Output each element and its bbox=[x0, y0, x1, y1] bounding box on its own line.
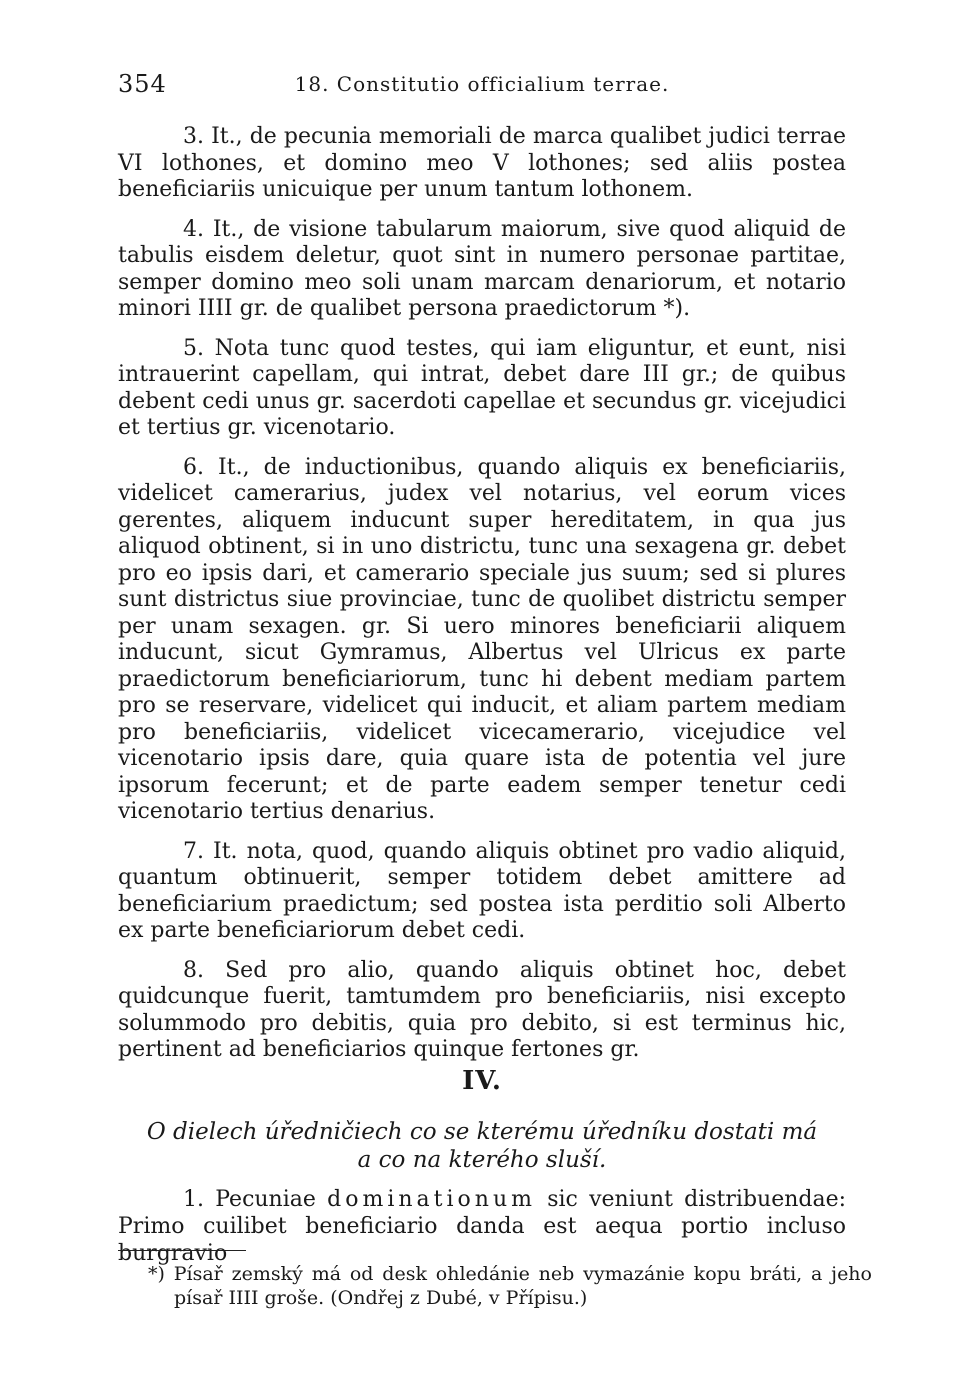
running-head: 18. Constitutio officialium terrae. bbox=[294, 72, 670, 96]
footnote-divider bbox=[118, 1250, 246, 1251]
page-header bbox=[118, 70, 846, 104]
section-paragraph-1 bbox=[118, 1186, 846, 1267]
section-title-line-1: O dielech úředničiech co se kterému úředníku dostati má bbox=[146, 1119, 818, 1145]
footnote: *) Písař zemský má od desk ohledánie neb vymazánie kopu bráti, a jeho písař IIII groše. (Ondřej z Dubé, v Přípisu.) bbox=[148, 1263, 872, 1309]
paragraph-5: 5. Nota tunc quod testes, qui iam eliguntur, et eunt, nisi intrauerint capellam, qui intrat, debet dare III gr.; de quibus debent cedi unus gr. sacerdoti capellae et secundus gr. vicejudici et tertius gr. vicenotario. bbox=[118, 335, 846, 440]
paragraph-3: 3. It., de pecunia memoriali de marca qualibet judici terrae VI lothones, et domino meo V lothones; sed aliis postea beneficiariis unicuique per unum tantum lothonem. bbox=[118, 124, 846, 202]
section-paragraph-text-b: sic veniunt distribuendae: Primo cuilibet beneficiario danda est aequa portio incluso burgravio bbox=[118, 1187, 847, 1266]
main-text bbox=[118, 124, 846, 1077]
section-title bbox=[118, 1118, 846, 1174]
section-number: IV. bbox=[462, 1066, 502, 1096]
section-paragraph-number: 1. bbox=[183, 1187, 204, 1212]
paragraph-8: 8. Sed pro alio, quando aliquis obtinet hoc, debet quidcunque fuerit, tamtumdem pro beneficiariis, nisi excepto solummodo pro debitis, quia pro debito, si est terminus hic, pertinent ad beneficiarios quinque fertones gr. bbox=[118, 957, 846, 1062]
paragraph-6: 6. It., de inductionibus, quando aliquis ex beneficiariis, videlicet camerarius, judex vel notarius, vel eorum vices gerentes, aliquem inducunt super hereditatem, in qua jus aliquod obtinent, si in uno districtu, tunc una sexagena gr. debet pro eo ipsis dari, et camerario speciale jus suum; sed si plures sunt districtus siue provinciae, tunc de quolibet districtu semper per unam sexagen. gr. Si uero minores beneficiarii aliquem inducunt, sicut Gymramus, Albertus vel Ulricus ex parte praedictorum beneficiariorum, tunc hi debent mediam partem pro se reservare, videlicet qui inducit, et aliam partem mediam pro beneficiariis, videlicet vicecamerario, vicejudice vel vicenotario ipsis dare, quia quare ista de potentia vel jure ipsorum fecerunt; et de parte eadem semper tenetur cedi vicenotario tertius denarius. bbox=[118, 454, 846, 824]
spaced-word: dominationum bbox=[327, 1187, 536, 1212]
page-number: 354 bbox=[118, 70, 167, 98]
section-title-line-2: a co na kterého sluší. bbox=[357, 1147, 607, 1173]
section-paragraph-text-a: Pecuniae bbox=[215, 1187, 316, 1212]
paragraph-7: 7. It. nota, quod, quando aliquis obtinet pro vadio aliquid, quantum obtinuerit, semper totidem debet amittere ad beneficiarium praedictum; sed postea ista perditio soli Alberto ex parte beneficiariorum debet cedi. bbox=[118, 838, 846, 943]
paragraph-4: 4. It., de visione tabularum maiorum, sive quod aliquid de tabulis eisdem deletur, quot sint in numero personae partitae, semper domino meo soli unam marcam denariorum, et notario minori IIII gr. de qualibet persona praedictorum *). bbox=[118, 216, 846, 321]
